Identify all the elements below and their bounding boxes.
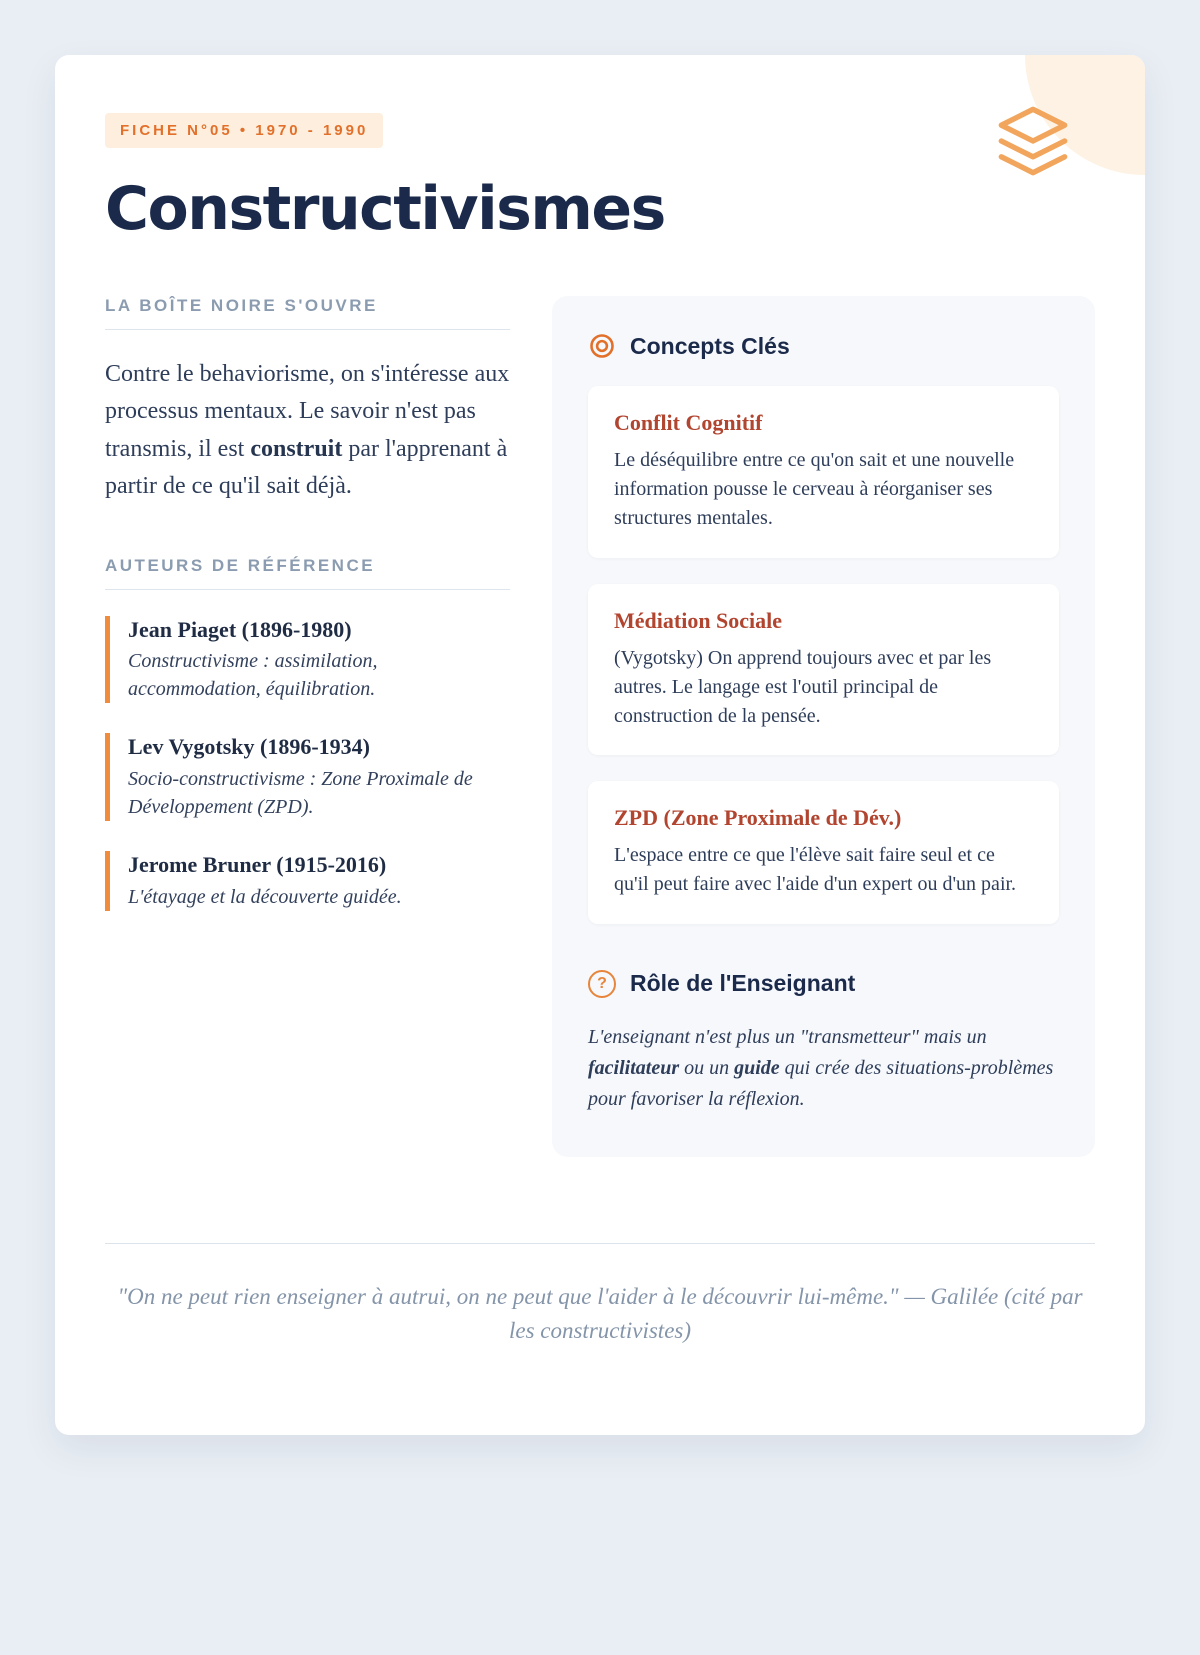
concept-title: Conflit Cognitif xyxy=(614,410,763,435)
author-description: Constructivisme : assimilation, accommodation, équilibration. xyxy=(128,650,378,700)
target-icon xyxy=(588,332,616,360)
author-item-piaget xyxy=(105,616,510,704)
author-description: L'étayage et la découverte guidée. xyxy=(128,885,402,908)
intro-paragraph xyxy=(105,356,510,506)
concept-card-mediation-sociale xyxy=(588,584,1059,756)
concept-text: (Vygotsky) On apprend toujours avec et par les autres. Le langage est l'outil principal de construction de la pensée. xyxy=(614,646,992,727)
concepts-panel xyxy=(552,296,1095,1157)
role-heading-row xyxy=(588,970,1059,998)
author-item-vygotsky xyxy=(105,733,510,821)
concept-text: Le déséquilibre entre ce qu'on sait et une nouvelle information pousse le cerveau à réorganiser ses structures mentales. xyxy=(614,449,1015,530)
concept-card-zpd xyxy=(588,781,1059,923)
section-heading-intro: LA BOÎTE NOIRE S'OUVRE xyxy=(105,296,510,330)
concept-text: L'espace entre ce que l'élève sait faire seul et ce qu'il peut faire avec l'aide d'un expert ou d'un pair. xyxy=(614,844,1017,896)
concept-title: ZPD (Zone Proximale de Dév.) xyxy=(614,805,902,831)
role-paragraph xyxy=(588,1022,1059,1115)
concept-title: Médiation Sociale xyxy=(614,607,783,633)
author-description: Socio-constructivisme : Zone Proximale de Développement (ZPD). xyxy=(128,767,473,818)
fiche-badge: FICHE N°05 • 1970 - 1990 xyxy=(105,113,383,148)
layers-icon xyxy=(995,103,1071,179)
left-column xyxy=(105,296,510,1157)
intro-text-before: Contre le behaviorisme, on s'intéresse aux processus mentaux. Le savoir n'est pas transmis, il est xyxy=(105,361,510,462)
intro-text-bold: construit xyxy=(250,435,343,462)
role-text-part: ou un xyxy=(679,1056,735,1079)
intro-text-after: par l'apprenant à partir de ce qu'il sait déjà. xyxy=(105,435,508,500)
role-text-part: L'enseignant n'est plus un "transmetteur" mais un xyxy=(588,1025,987,1048)
role-text-bold: facilitateur xyxy=(588,1056,680,1079)
author-name: Jerome Bruner (1915-2016) xyxy=(128,852,387,878)
section-heading-authors: AUTEURS DE RÉFÉRENCE xyxy=(105,556,510,590)
concepts-heading: Concepts Clés xyxy=(630,332,790,359)
author-name: Jean Piaget (1896-1980) xyxy=(128,616,352,642)
role-text-part: qui crée des situations-problèmes pour favoriser la réflexion. xyxy=(588,1056,1054,1110)
author-item-bruner xyxy=(105,851,510,911)
content-columns xyxy=(105,296,1095,1157)
concept-card-conflit-cognitif xyxy=(588,386,1059,558)
fiche-card xyxy=(55,55,1145,1435)
footer-quote: "On ne peut rien enseigner à autrui, on ne peut que l'aider à le découvrir lui-même." — Galilée (cité par les constructivistes) xyxy=(117,1283,1083,1343)
question-icon: ? xyxy=(588,970,616,998)
role-text-bold: guide xyxy=(734,1056,780,1079)
author-name: Lev Vygotsky (1896-1934) xyxy=(128,734,371,760)
footer-divider xyxy=(105,1243,1095,1244)
page-title: Constructivismes xyxy=(105,174,665,244)
concepts-heading-row xyxy=(588,332,1059,360)
role-heading: Rôle de l'Enseignant xyxy=(630,970,856,996)
